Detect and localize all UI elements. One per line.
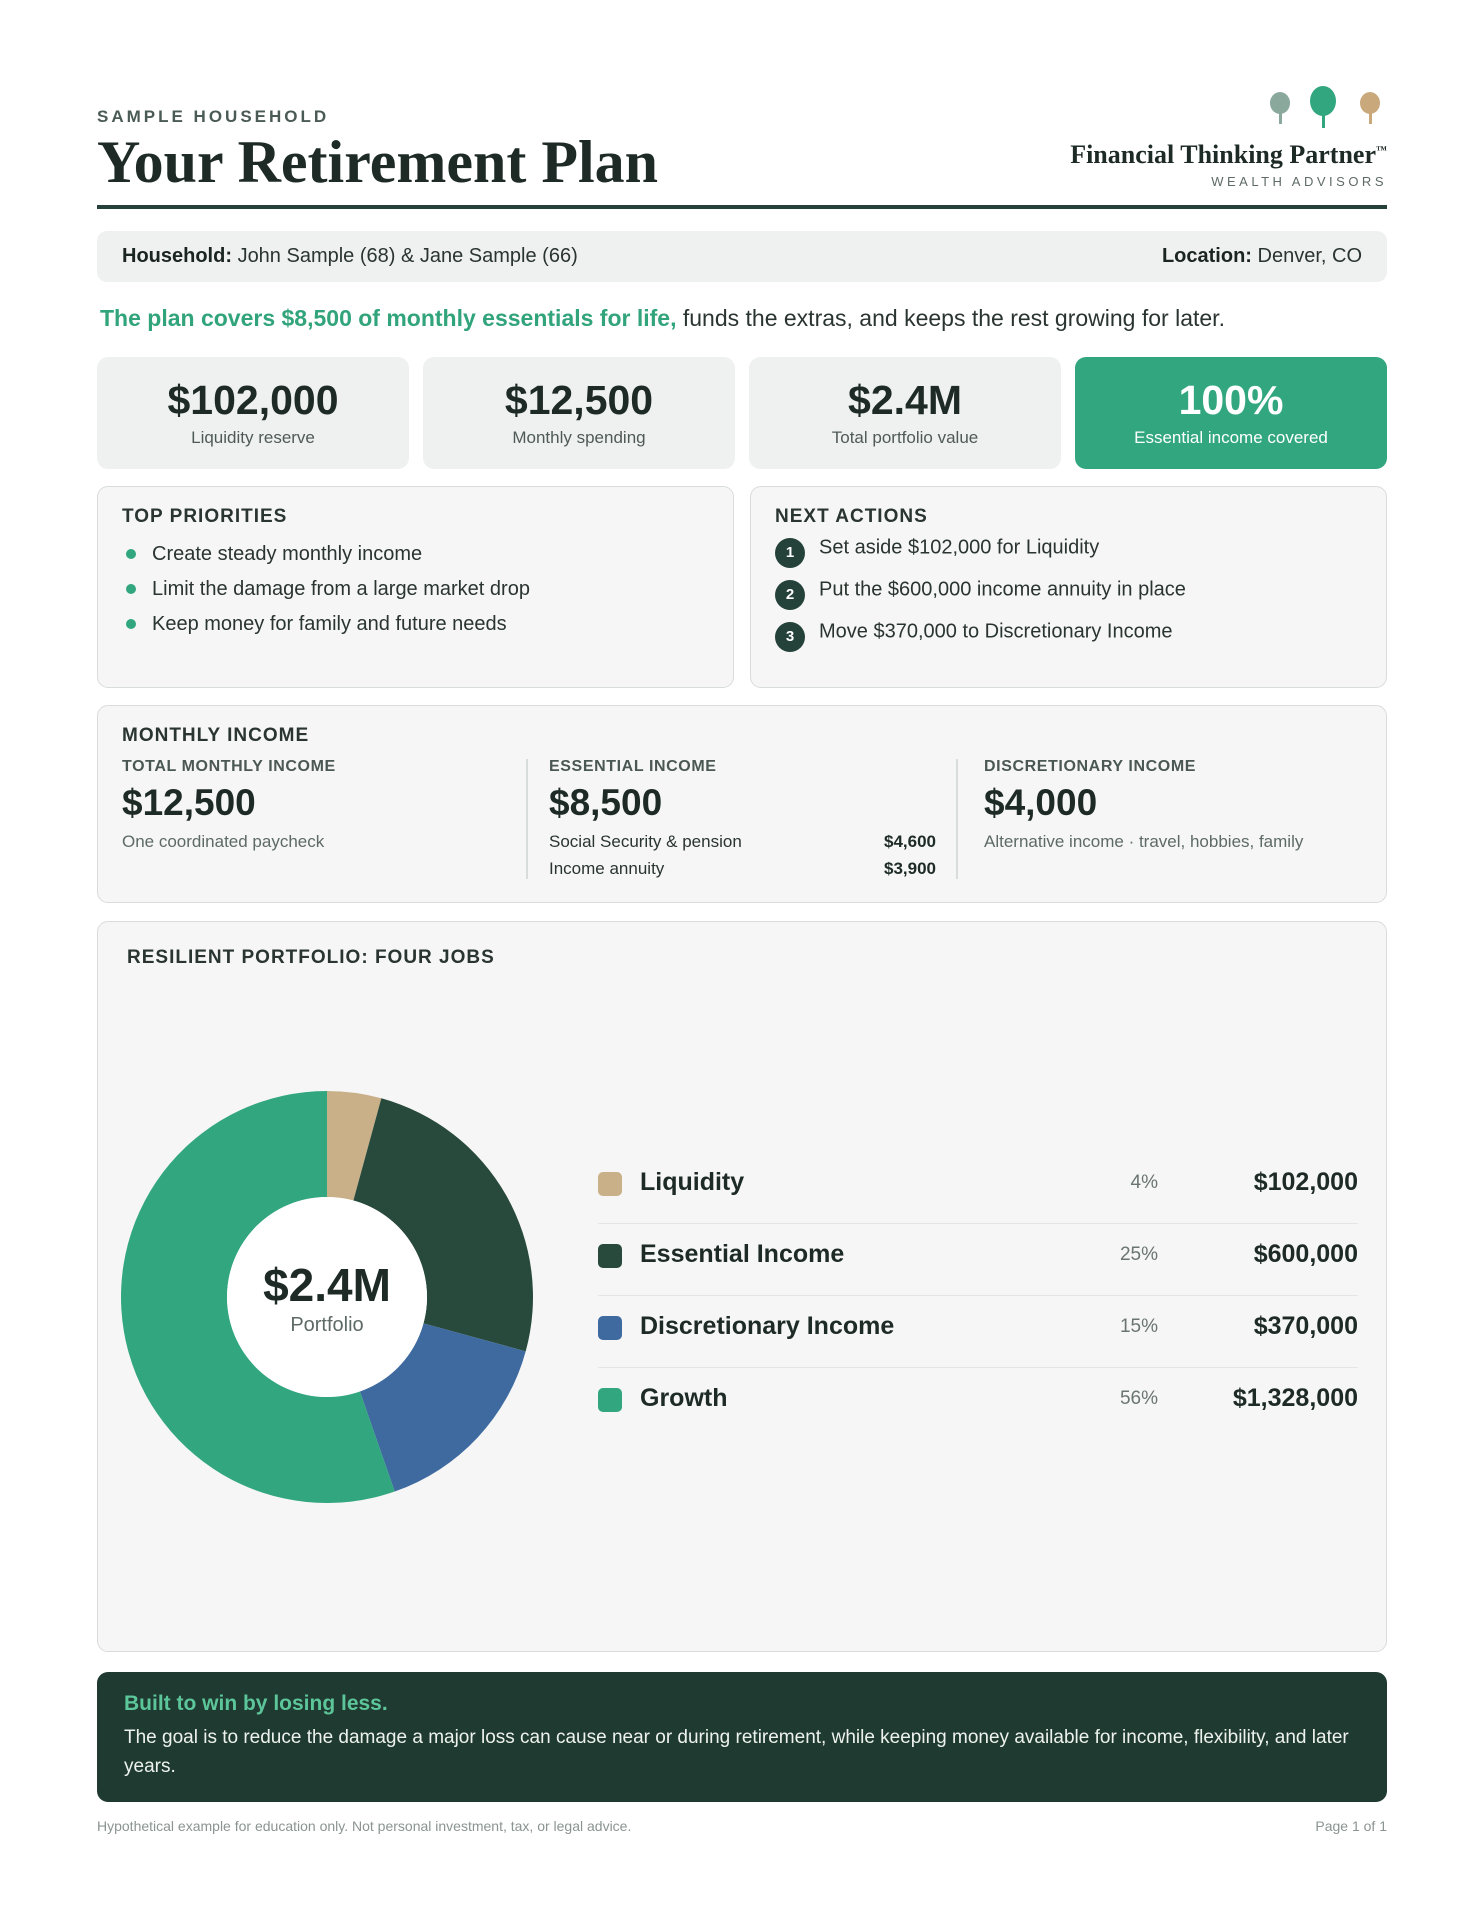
stat-monthly-spending bbox=[423, 357, 735, 469]
priority-text: Limit the damage from a large market drop bbox=[152, 578, 530, 600]
income-note: One coordinated paycheck bbox=[122, 832, 325, 851]
callout-banner bbox=[97, 1672, 1387, 1802]
donut-center-caption: Portfolio bbox=[290, 1314, 364, 1336]
income-value: $4,000 bbox=[984, 782, 1098, 823]
panel-title: RESILIENT PORTFOLIO: FOUR JOBS bbox=[127, 947, 495, 968]
household-info bbox=[122, 245, 578, 268]
footer-disclaimer: Hypothetical example for education only. Not personal investment, tax, or legal advice. bbox=[97, 1818, 632, 1834]
column-divider bbox=[526, 759, 528, 879]
header bbox=[97, 0, 1387, 210]
page-number: Page 1 of 1 bbox=[1315, 1818, 1387, 1834]
total-income-column bbox=[122, 758, 336, 852]
legend-amount: $1,328,000 bbox=[1232, 1384, 1358, 1412]
discretionary-income-column bbox=[984, 758, 1303, 852]
stat-label: Monthly spending bbox=[512, 428, 646, 447]
legend-swatch bbox=[598, 1172, 622, 1196]
location-value: Denver, CO bbox=[1257, 245, 1362, 267]
stat-label: Essential income covered bbox=[1134, 428, 1328, 447]
legend-row bbox=[598, 1369, 1358, 1440]
portfolio-panel bbox=[97, 921, 1387, 1652]
action-text: Set aside $102,000 for Liquidity bbox=[819, 536, 1100, 559]
priority-item bbox=[126, 613, 507, 636]
brand-subtitle: WEALTH ADVISORS bbox=[1211, 174, 1387, 189]
income-caption: ESSENTIAL INCOME bbox=[549, 758, 717, 775]
next-actions-panel bbox=[750, 486, 1387, 688]
eyebrow: SAMPLE HOUSEHOLD bbox=[97, 107, 330, 126]
stat-total-portfolio bbox=[749, 357, 1061, 469]
legend-label: Liquidity bbox=[640, 1168, 745, 1196]
income-source-label: Social Security & pension bbox=[549, 832, 742, 851]
legend-row bbox=[598, 1225, 1358, 1296]
income-source-amount: $3,900 bbox=[884, 859, 936, 878]
summary-highlight: The plan covers $8,500 of monthly essentials for life, bbox=[100, 305, 677, 331]
monthly-income-panel bbox=[97, 705, 1387, 903]
stat-liquidity-reserve bbox=[97, 357, 409, 469]
stat-label: Liquidity reserve bbox=[191, 428, 315, 447]
legend-percent: 15% bbox=[1119, 1316, 1158, 1337]
stat-value: $12,500 bbox=[504, 377, 654, 423]
priority-item bbox=[126, 543, 422, 566]
callout-heading: Built to win by losing less. bbox=[124, 1692, 388, 1715]
summary-rest: funds the extras, and keeps the rest growing for later. bbox=[676, 305, 1225, 331]
income-value: $8,500 bbox=[549, 782, 663, 823]
donut-center-label bbox=[227, 1258, 427, 1337]
tree-logo-icon bbox=[1267, 86, 1387, 134]
donut-center-value: $2.4M bbox=[263, 1259, 391, 1311]
action-text: Move $370,000 to Discretionary Income bbox=[819, 620, 1173, 643]
action-item bbox=[775, 533, 1099, 563]
income-caption: DISCRETIONARY INCOME bbox=[984, 758, 1197, 775]
panel-title: NEXT ACTIONS bbox=[775, 506, 928, 527]
bullet-dot-icon bbox=[126, 619, 136, 629]
legend-amount: $102,000 bbox=[1253, 1168, 1358, 1196]
legend-percent: 25% bbox=[1119, 1244, 1158, 1265]
stat-value: $102,000 bbox=[167, 377, 339, 423]
legend-row bbox=[598, 1153, 1358, 1224]
brand-logo bbox=[1047, 86, 1387, 191]
step-number-badge: 1 bbox=[775, 538, 805, 568]
column-divider bbox=[956, 759, 958, 879]
action-item bbox=[775, 617, 1173, 647]
income-source-label: Income annuity bbox=[549, 859, 665, 878]
stat-value: $2.4M bbox=[848, 377, 962, 423]
top-priorities-panel bbox=[97, 486, 734, 688]
legend-amount: $600,000 bbox=[1253, 1240, 1358, 1268]
household-value: John Sample (68) & Jane Sample (66) bbox=[237, 245, 578, 267]
brand-name-text: Financial Thinking Partner bbox=[1070, 140, 1376, 169]
step-number-badge: 2 bbox=[775, 580, 805, 610]
legend-percent: 56% bbox=[1119, 1388, 1158, 1409]
stat-value: 100% bbox=[1178, 377, 1284, 423]
income-note: Alternative income · travel, hobbies, family bbox=[984, 832, 1304, 851]
plan-summary bbox=[100, 305, 1225, 332]
header-divider bbox=[97, 205, 1387, 209]
legend-swatch bbox=[598, 1244, 622, 1268]
legend-label: Growth bbox=[640, 1384, 728, 1412]
income-caption: TOTAL MONTHLY INCOME bbox=[122, 758, 336, 775]
legend-amount: $370,000 bbox=[1253, 1312, 1358, 1340]
callout-body: The goal is to reduce the damage a major loss can cause near or during retirement, while keeping money available for income, flexibility, and later years. bbox=[124, 1727, 1349, 1777]
panel-title: TOP PRIORITIES bbox=[122, 506, 288, 527]
action-item bbox=[775, 575, 1186, 605]
location-label: Location: bbox=[1161, 245, 1252, 267]
bullet-dot-icon bbox=[126, 549, 136, 559]
step-number-badge: 3 bbox=[775, 622, 805, 652]
page-title: Your Retirement Plan bbox=[97, 129, 659, 195]
priority-item bbox=[126, 578, 530, 601]
trademark: ™ bbox=[1376, 144, 1387, 157]
income-value: $12,500 bbox=[122, 782, 256, 823]
action-text: Put the $600,000 income annuity in place bbox=[819, 578, 1186, 601]
income-source-amount: $4,600 bbox=[884, 832, 936, 851]
brand-name bbox=[1070, 140, 1387, 170]
legend-row bbox=[598, 1297, 1358, 1368]
location-info bbox=[1162, 245, 1362, 268]
legend-percent: 4% bbox=[1130, 1172, 1158, 1193]
panel-title: MONTHLY INCOME bbox=[122, 725, 310, 746]
bullet-dot-icon bbox=[126, 584, 136, 594]
stat-essential-covered bbox=[1075, 357, 1387, 469]
household-label: Household: bbox=[122, 245, 232, 267]
priority-text: Create steady monthly income bbox=[152, 543, 423, 565]
priority-text: Keep money for family and future needs bbox=[152, 613, 507, 635]
essential-income-column bbox=[549, 758, 717, 824]
legend-swatch bbox=[598, 1388, 622, 1412]
household-bar bbox=[97, 231, 1387, 282]
legend-label: Essential Income bbox=[640, 1240, 845, 1268]
legend-label: Discretionary Income bbox=[640, 1312, 895, 1340]
stat-label: Total portfolio value bbox=[831, 428, 979, 447]
legend-swatch bbox=[598, 1316, 622, 1340]
page bbox=[97, 0, 1387, 1834]
